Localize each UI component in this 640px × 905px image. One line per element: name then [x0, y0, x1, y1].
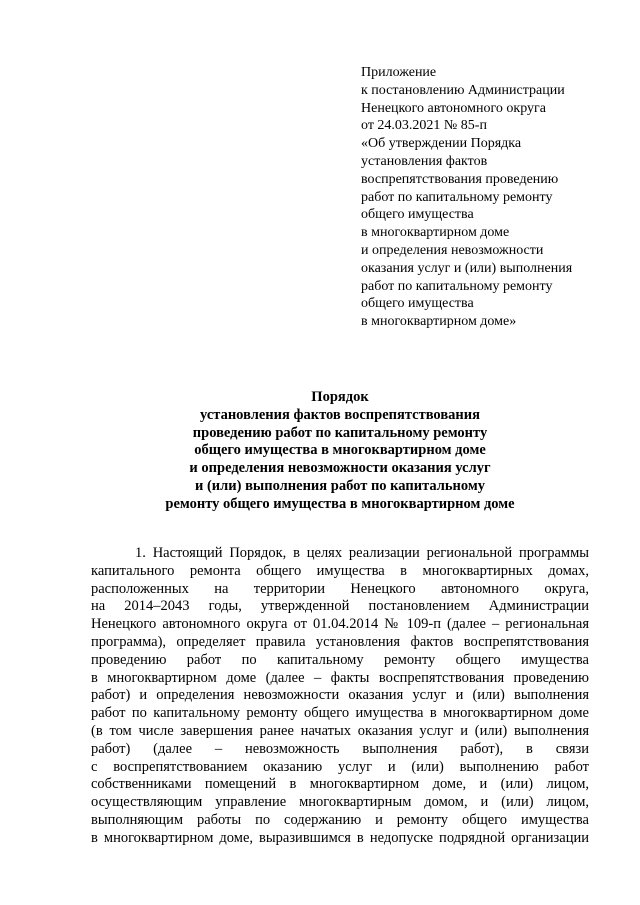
body-line: программа), определяет правила установления фактов воспрепятствования	[91, 633, 589, 650]
appendix-line: воспрепятствования проведению	[361, 171, 559, 187]
title-line: и (или) выполнения работ по капитальному	[194, 477, 486, 494]
body-line: осуществляющим управление многоквартирным домом, и (или) лицом,	[91, 794, 589, 811]
appendix-header	[361, 64, 631, 331]
body-line: расположенных на территории Ненецкого автономного округа,	[91, 580, 589, 597]
body-line: в многоквартирном доме, выразившимся в недопуске подрядной организации	[91, 829, 589, 846]
appendix-line: Ненецкого автономного округа	[361, 100, 546, 116]
appendix-line: и определения невозможности	[361, 242, 544, 258]
body-paragraph	[91, 545, 589, 848]
appendix-line: к постановлению Администрации	[361, 82, 565, 98]
appendix-line: «Об утверждении Порядка	[361, 136, 522, 152]
title-line: установления фактов воспрепятствования	[200, 406, 480, 423]
body-line: Ненецкого автономного округа от 01.04.2014 № 109-п (далее – региональная	[91, 616, 589, 633]
body-line: капитального ремонта общего имущества в многоквартирных домах,	[91, 562, 589, 579]
appendix-line: установления фактов	[361, 153, 488, 169]
body-line: в многоквартирном доме (далее – факты воспрепятствования проведению	[91, 669, 589, 686]
title-line: общего имущества в многоквартирном доме	[194, 442, 486, 459]
body-line: выполняющим работы по содержанию и ремонту общего имущества	[91, 811, 589, 828]
appendix-line: Приложение	[361, 65, 437, 80]
title-line: проведению работ по капитальному ремонту	[192, 424, 488, 441]
body-line: работ) и определения невозможности оказания услуг и (или) выполнения	[91, 687, 589, 704]
document-title	[90, 389, 590, 514]
appendix-line: работ по капитальному ремонту	[361, 278, 553, 294]
appendix-line: от 24.03.2021 № 85-п	[361, 118, 487, 134]
appendix-line: общего имущества	[361, 207, 474, 223]
appendix-line: оказания услуг и (или) выполнения	[361, 260, 573, 276]
body-line: работ) (далее – невозможность выполнения работ), в связи	[91, 740, 589, 757]
body-line: собственниками помещений в многоквартирном доме, и (или) лицом,	[91, 776, 589, 793]
title-line: ремонту общего имущества в многоквартирном доме	[165, 495, 515, 512]
title-line: Порядок	[311, 389, 369, 405]
body-line: проведению работ по капитальному ремонту общего имущества	[91, 651, 589, 668]
appendix-line: работ по капитальному ремонту	[361, 189, 553, 205]
body-line: работ по капитальному ремонту общего имущества в многоквартирном доме	[91, 705, 589, 722]
body-line: 1. Настоящий Порядок, в целях реализации региональной программы	[135, 545, 589, 561]
appendix-line: в многоквартирном доме»	[361, 314, 517, 330]
title-line: и определения невозможности оказания услуг	[189, 460, 491, 477]
body-line: (в том числе завершения ранее начатых оказания услуг и (или) выполнения	[91, 722, 589, 739]
appendix-line: в многоквартирном доме	[361, 225, 510, 241]
body-line: на 2014–2043 годы, утвержденной постановлением Администрации	[91, 598, 589, 615]
appendix-line: общего имущества	[361, 296, 474, 312]
body-line: с воспрепятствованием оказанию услуг и (или) выполнению работ	[91, 758, 589, 775]
